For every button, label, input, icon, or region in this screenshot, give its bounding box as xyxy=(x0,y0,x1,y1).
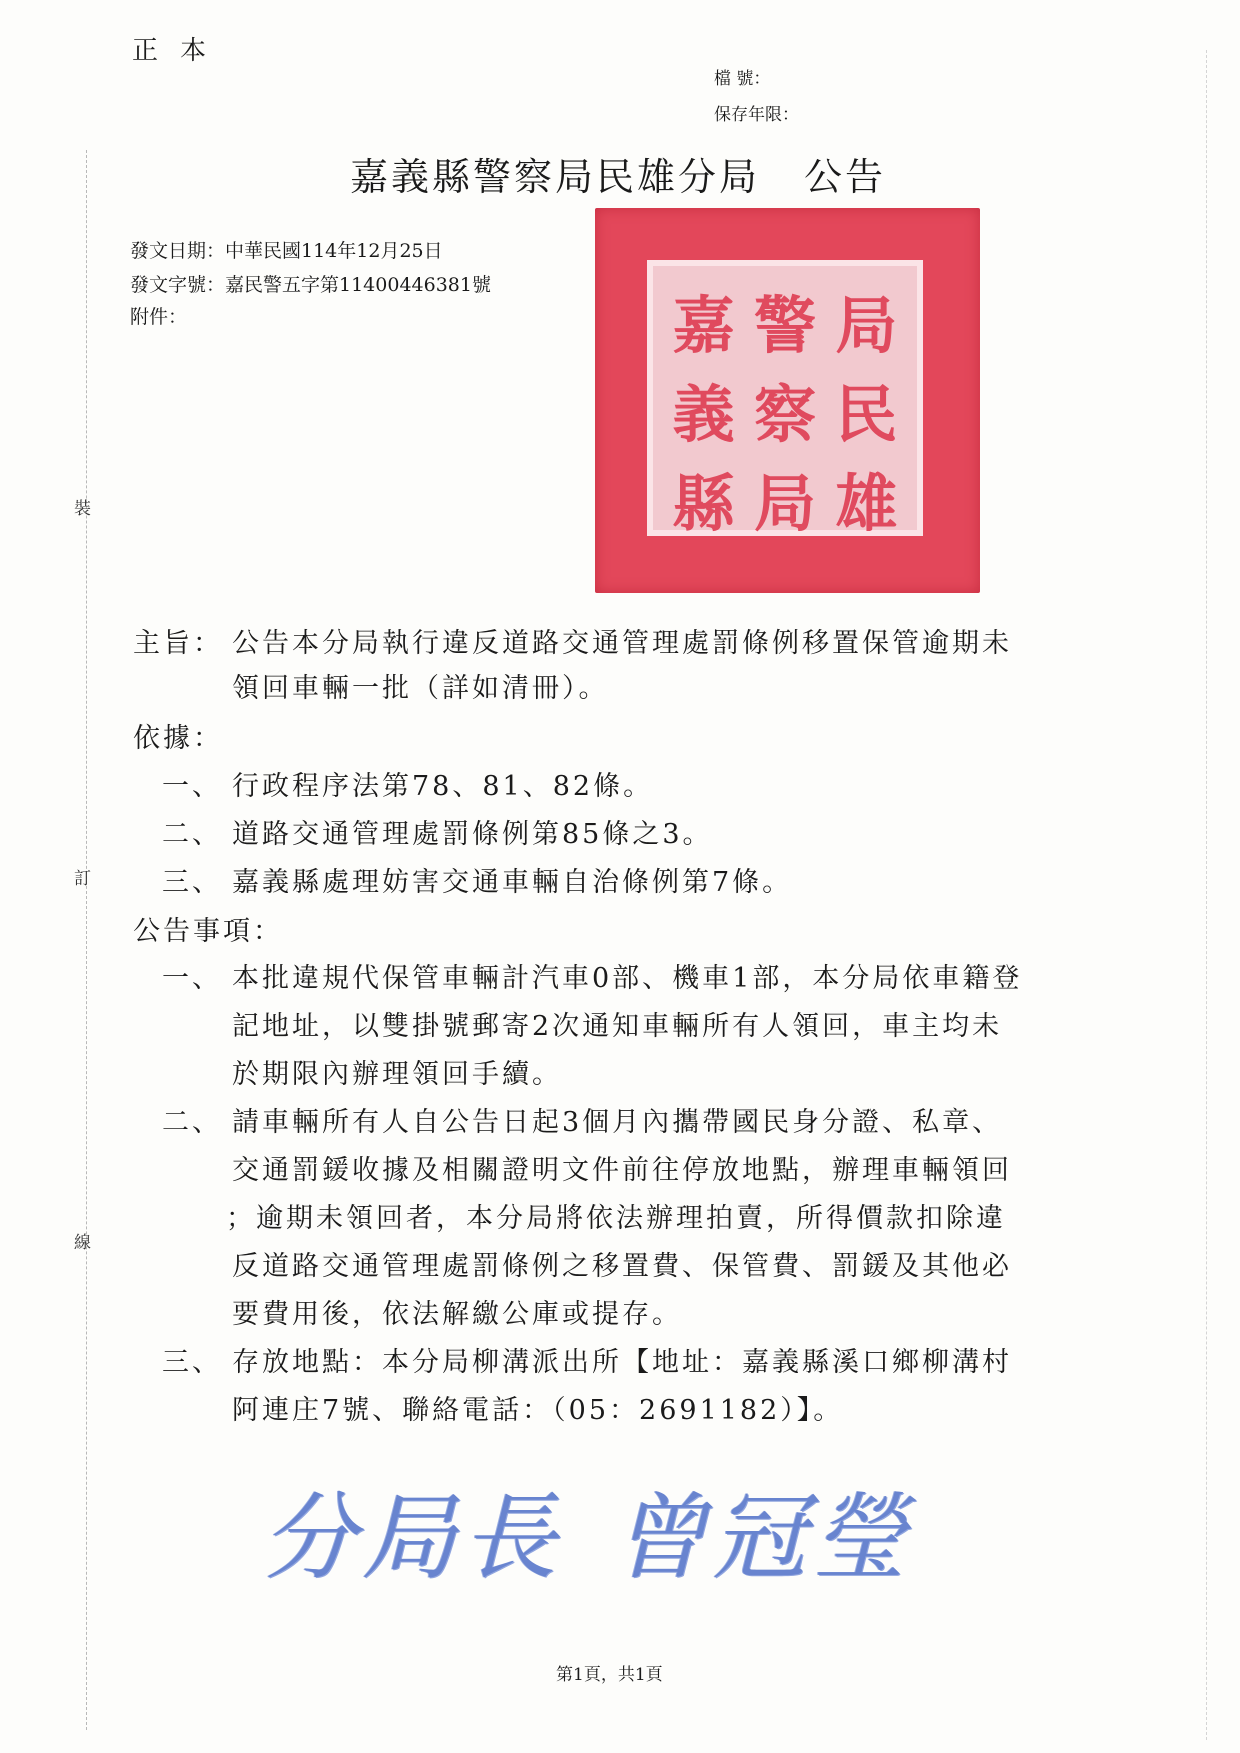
signature-name: 曾冠瑩 xyxy=(612,1484,913,1593)
seal-characters xyxy=(663,276,907,540)
basis-label: 依據： xyxy=(133,723,223,754)
notice-item-line: ；逾期未領回者，本分局將依法辦理拍賣，所得價款扣除違 xyxy=(226,1203,1006,1234)
basis-item-number: 三、 xyxy=(162,867,222,898)
document-type: 公告 xyxy=(804,155,887,199)
seal-glyph: 局 xyxy=(753,467,816,540)
basis-item-text: 道路交通管理處罰條例第85條之3。 xyxy=(232,819,713,850)
seal-inner-frame xyxy=(647,260,923,540)
subject-line: 公告本分局執行違反道路交通管理處罰條例移置保管逾期未 xyxy=(232,628,1012,659)
agency-name: 嘉義縣警察局民雄分局 xyxy=(350,155,761,199)
page-edge-line xyxy=(1206,50,1207,1740)
notice-item-line: 請車輛所有人自公告日起3個月內攜帶國民身分證、私章、 xyxy=(232,1107,1003,1138)
notice-item-number: 一、 xyxy=(162,963,222,994)
notice-item-line: 要費用後，依法解繳公庫或提存。 xyxy=(232,1299,682,1330)
issue-date: 發文日期：中華民國114年12月25日 xyxy=(130,240,443,262)
signature-stamp xyxy=(262,1462,912,1597)
notice-item-line: 反道路交通管理處罰條例之移置費、保管費、罰鍰及其他必 xyxy=(232,1251,1012,1282)
official-seal xyxy=(595,208,980,593)
notice-item-line: 於期限內辦理領回手續。 xyxy=(232,1059,562,1090)
signature-title: 分局長 xyxy=(262,1484,563,1593)
notice-item-line: 本批違規代保管車輛計汽車0部、機車1部，本分局依車籍登 xyxy=(232,963,1023,994)
basis-item-number: 二、 xyxy=(162,819,222,850)
notice-item-number: 二、 xyxy=(162,1107,222,1138)
document-title xyxy=(350,146,886,201)
binding-mark-zhuang: 裝 xyxy=(74,499,91,519)
page-footer: 第1頁，共1頁 xyxy=(556,1665,663,1685)
copy-mark: 正本 xyxy=(132,36,229,66)
document-number: 發文字號：嘉民警五字第11400446381號 xyxy=(130,274,491,296)
seal-glyph: 雄 xyxy=(835,467,898,540)
attachment-label: 附件： xyxy=(130,306,188,328)
seal-glyph: 嘉 xyxy=(672,289,735,362)
seal-glyph: 民 xyxy=(835,378,898,451)
binding-mark-xian: 線 xyxy=(74,1233,91,1253)
notice-item-line: 交通罰鍰收據及相關證明文件前往停放地點，辦理車輛領回 xyxy=(232,1155,1012,1186)
subject-line: 領回車輛一批（詳如清冊）。 xyxy=(232,673,609,704)
retention-period-label: 保存年限： xyxy=(714,105,799,125)
seal-glyph: 警 xyxy=(753,289,816,362)
basis-item-text: 嘉義縣處理妨害交通車輛自治條例第7條。 xyxy=(232,867,793,898)
binding-mark-ding: 訂 xyxy=(74,869,91,889)
file-number-label: 檔 號： xyxy=(714,69,771,89)
notice-item-line: 存放地點：本分局柳溝派出所【地址：嘉義縣溪口鄉柳溝村 xyxy=(232,1347,1012,1378)
subject-label: 主旨： xyxy=(133,628,223,659)
seal-glyph: 縣 xyxy=(672,467,735,540)
basis-item-number: 一、 xyxy=(162,771,222,802)
seal-glyph: 局 xyxy=(835,289,898,362)
notice-item-number: 三、 xyxy=(162,1347,222,1378)
basis-item-text: 行政程序法第78、81、82條。 xyxy=(232,771,654,802)
notice-item-line: 阿連庄7號、聯絡電話：（05：2691182）】。 xyxy=(232,1395,844,1426)
seal-glyph: 義 xyxy=(672,378,735,451)
seal-glyph: 察 xyxy=(753,378,816,451)
notices-label: 公告事項： xyxy=(133,916,283,947)
notice-item-line: 記地址，以雙掛號郵寄2次通知車輛所有人領回，車主均未 xyxy=(232,1011,1003,1042)
binding-line xyxy=(86,150,87,1730)
